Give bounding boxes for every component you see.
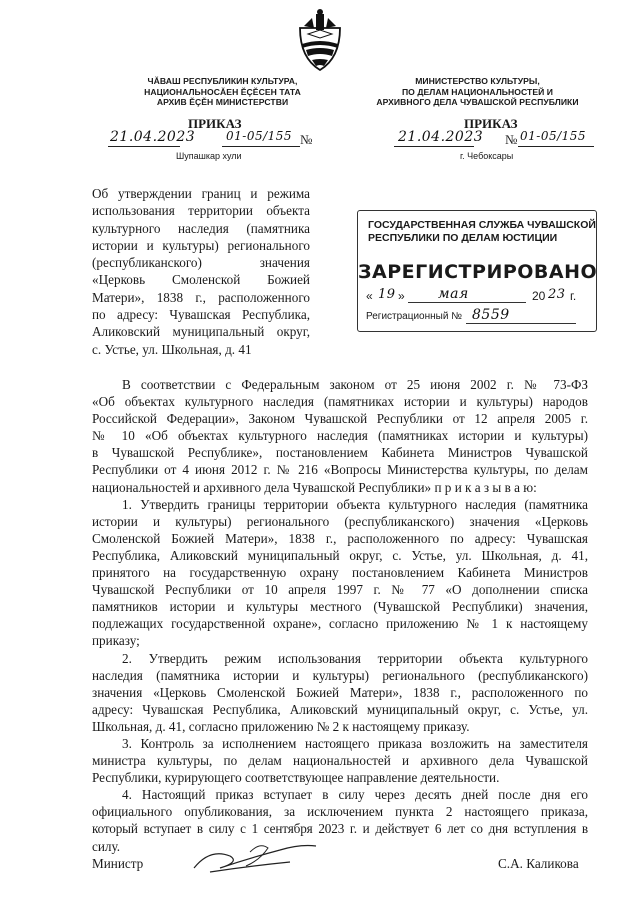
body-line: Чувашской Республики от 10 апреля 1997 г. № 77 «О дополнении списка [92,582,588,598]
order-body [92,376,588,855]
right-date-line [394,146,474,147]
subject-line: культурного наследия (памятника [92,220,310,236]
body-line: Российской Федерации», Законом Чувашской Республики от 12 апреля 2005 г. [92,411,588,427]
right-date-handwritten: 21.04.2023 [398,129,484,145]
body-line: приказу; [92,633,140,649]
body-line: Республика, Аликовский муниципальный округ, с. Устье, ул. Школьная, д. 41, [92,547,588,563]
body-line: силу. [92,838,121,854]
body-line: в Чувашской Республике», постановлением Кабинета Министров Чувашской [92,445,588,461]
body-line: Смоленской Божией Матери», 1838 г., расположенного по адресу: Чувашская [92,530,588,546]
document-subject [92,185,310,358]
stamp-reg-label: Регистрационный № [366,311,462,322]
body-line: принятого на государственную охрану постановлением Кабинета Министров [92,565,588,581]
body-line: «Об объектах культурного наследия (памятниках истории и культуры) народов [92,394,588,410]
doc-type-left: ПРИКАЗ [188,116,242,131]
handwritten-signature [190,838,320,878]
item-4-paragraph [92,786,588,854]
header-left-line: АРХИВ ĔÇĔН МИНИСТЕРСТВИ [156,97,289,108]
stamp-year-prefix: 20 [532,289,546,303]
subject-line: с. Устье, ул. Школьная, д. 41 [92,341,252,357]
body-line: адресу: Чувашская Республика, Аликовский муниципальный округ, с. Устье, ул. [92,701,588,717]
body-line: который вступает в силу с 1 сентября 2023 г. и действует 6 лет со дня вступления в [92,821,588,837]
stamp-status: ЗАРЕГИСТРИРОВАНО [358,261,598,283]
right-number-handwritten: 01-05/155 [520,129,587,143]
stamp-month: мая [438,286,469,302]
right-number-line [518,146,594,147]
subject-line: использования территории объекта [92,203,310,219]
item-3-paragraph [92,735,588,786]
ministry-name-chuvash [100,76,345,108]
stamp-reg-value: 8559 [472,307,510,323]
subject-line: Аликовский муниципальный округ, [92,324,310,340]
signatory-title: Министр [92,856,144,871]
body-line: В соответствии с Федеральным законом от 25 июня 2002 г. № 73-ФЗ [122,377,588,392]
signatory-name: С.А. Каликова [498,856,579,871]
body-line: 2. Утвердить режим использования территории объекта культурного [122,650,588,666]
left-city: Шупашкар хули [176,151,242,161]
stamp-day: 19 [378,287,396,302]
right-city: г. Чебоксары [460,151,514,161]
item-1-paragraph [92,496,588,650]
body-line: Республики от 4 июня 2012 г. № 216 «Вопросы Министерства культуры, по делам [92,462,588,478]
left-date-line [108,146,180,147]
item-2-paragraph [92,650,588,735]
subject-line: Матери», 1838 г., расположенного [92,289,310,305]
body-line: официального опубликования, за исключением пункта 2 настоящего приказа, [92,804,588,820]
left-number-sign: № [300,132,313,147]
body-line: подлежащих государственной охране», согласно приложению № 1 к настоящему [92,616,588,632]
doc-type-right: ПРИКАЗ [464,116,518,131]
stamp-year-suffix: 23 [548,287,566,302]
preamble-paragraph [92,376,588,496]
stamp-organization [368,219,596,244]
left-number-handwritten: 01-05/155 [226,129,293,143]
header-right-line: АРХИВНОГО ДЕЛА ЧУВАШСКОЙ РЕСПУБЛИКИ [376,97,579,108]
body-line: наследия (памятника истории и культуры) регионального (республиканского) [92,667,588,683]
subject-line: истории и культуры) регионального [92,237,310,253]
body-line: 3. Контроль за исполнением настоящего приказа возложить на заместителя [122,735,588,751]
body-line: министра культуры, по делам национальностей и архивного дела Чувашской [92,753,588,769]
subject-line: Об утверждении границ и режима [92,186,310,201]
body-line: памятников истории и культуры местного (Чувашской Республики) значения, [92,599,588,615]
body-line: истории и культуры) регионального (республиканского) значения «Церковь [92,513,588,529]
stamp-reg-number [366,309,588,325]
left-date-handwritten: 21.04.2023 [110,129,196,145]
header-left-line: НАЦИОНАЛЬНОСĂЕН ĔÇĔСЕН ТАТА [144,86,301,97]
registration-stamp [357,210,597,332]
subject-line: «Церковь Смоленской Божией [92,272,310,288]
body-line: значения «Церковь Смоленской Божией Матери», 1838 г., расположенного по [92,684,588,700]
body-line: национальностей и архивного дела Чувашской Республики» п р и к а з ы в а ю: [92,479,537,495]
subject-line: по адресу: Чувашская Республика, [92,307,310,323]
header-left-line: ЧĂВАШ РЕСПУБЛИКИН КУЛЬТУРА, [147,76,298,86]
right-number-sign: № [505,132,518,147]
stamp-year-unit: г. [570,289,577,303]
coat-of-arms-emblem [296,8,344,74]
subject-line: (республиканского) значения [92,255,310,271]
header-right-line: МИНИСТЕРСТВО КУЛЬТУРЫ, [415,76,540,86]
body-line: 4. Настоящий приказ вступает в силу через десять дней после дня его [122,787,588,803]
stamp-org-line: РЕСПУБЛИКИ ПО ДЕЛАМ ЮСТИЦИИ [368,231,558,244]
body-line: Школьная, д. 41, согласно приложению № 2 к настоящему приказу. [92,718,470,734]
left-number-line [222,146,300,147]
stamp-org-line: ГОСУДАРСТВЕННАЯ СЛУЖБА ЧУВАШСКОЙ [368,219,596,231]
stamp-date: « 19 » мая 20 23 г. [366,286,577,303]
body-line: № 10 «Об объектах культурного наследия (памятниках истории и культуры) [92,428,588,444]
ministry-name-russian [355,76,600,108]
body-line: 1. Утвердить границы территории объекта культурного наследия (памятника [122,496,588,512]
header-right-line: ПО ДЕЛАМ НАЦИОНАЛЬНОСТЕЙ И [401,86,554,97]
body-line: Республики, курирующего соответствующее направление деятельности. [92,770,500,786]
